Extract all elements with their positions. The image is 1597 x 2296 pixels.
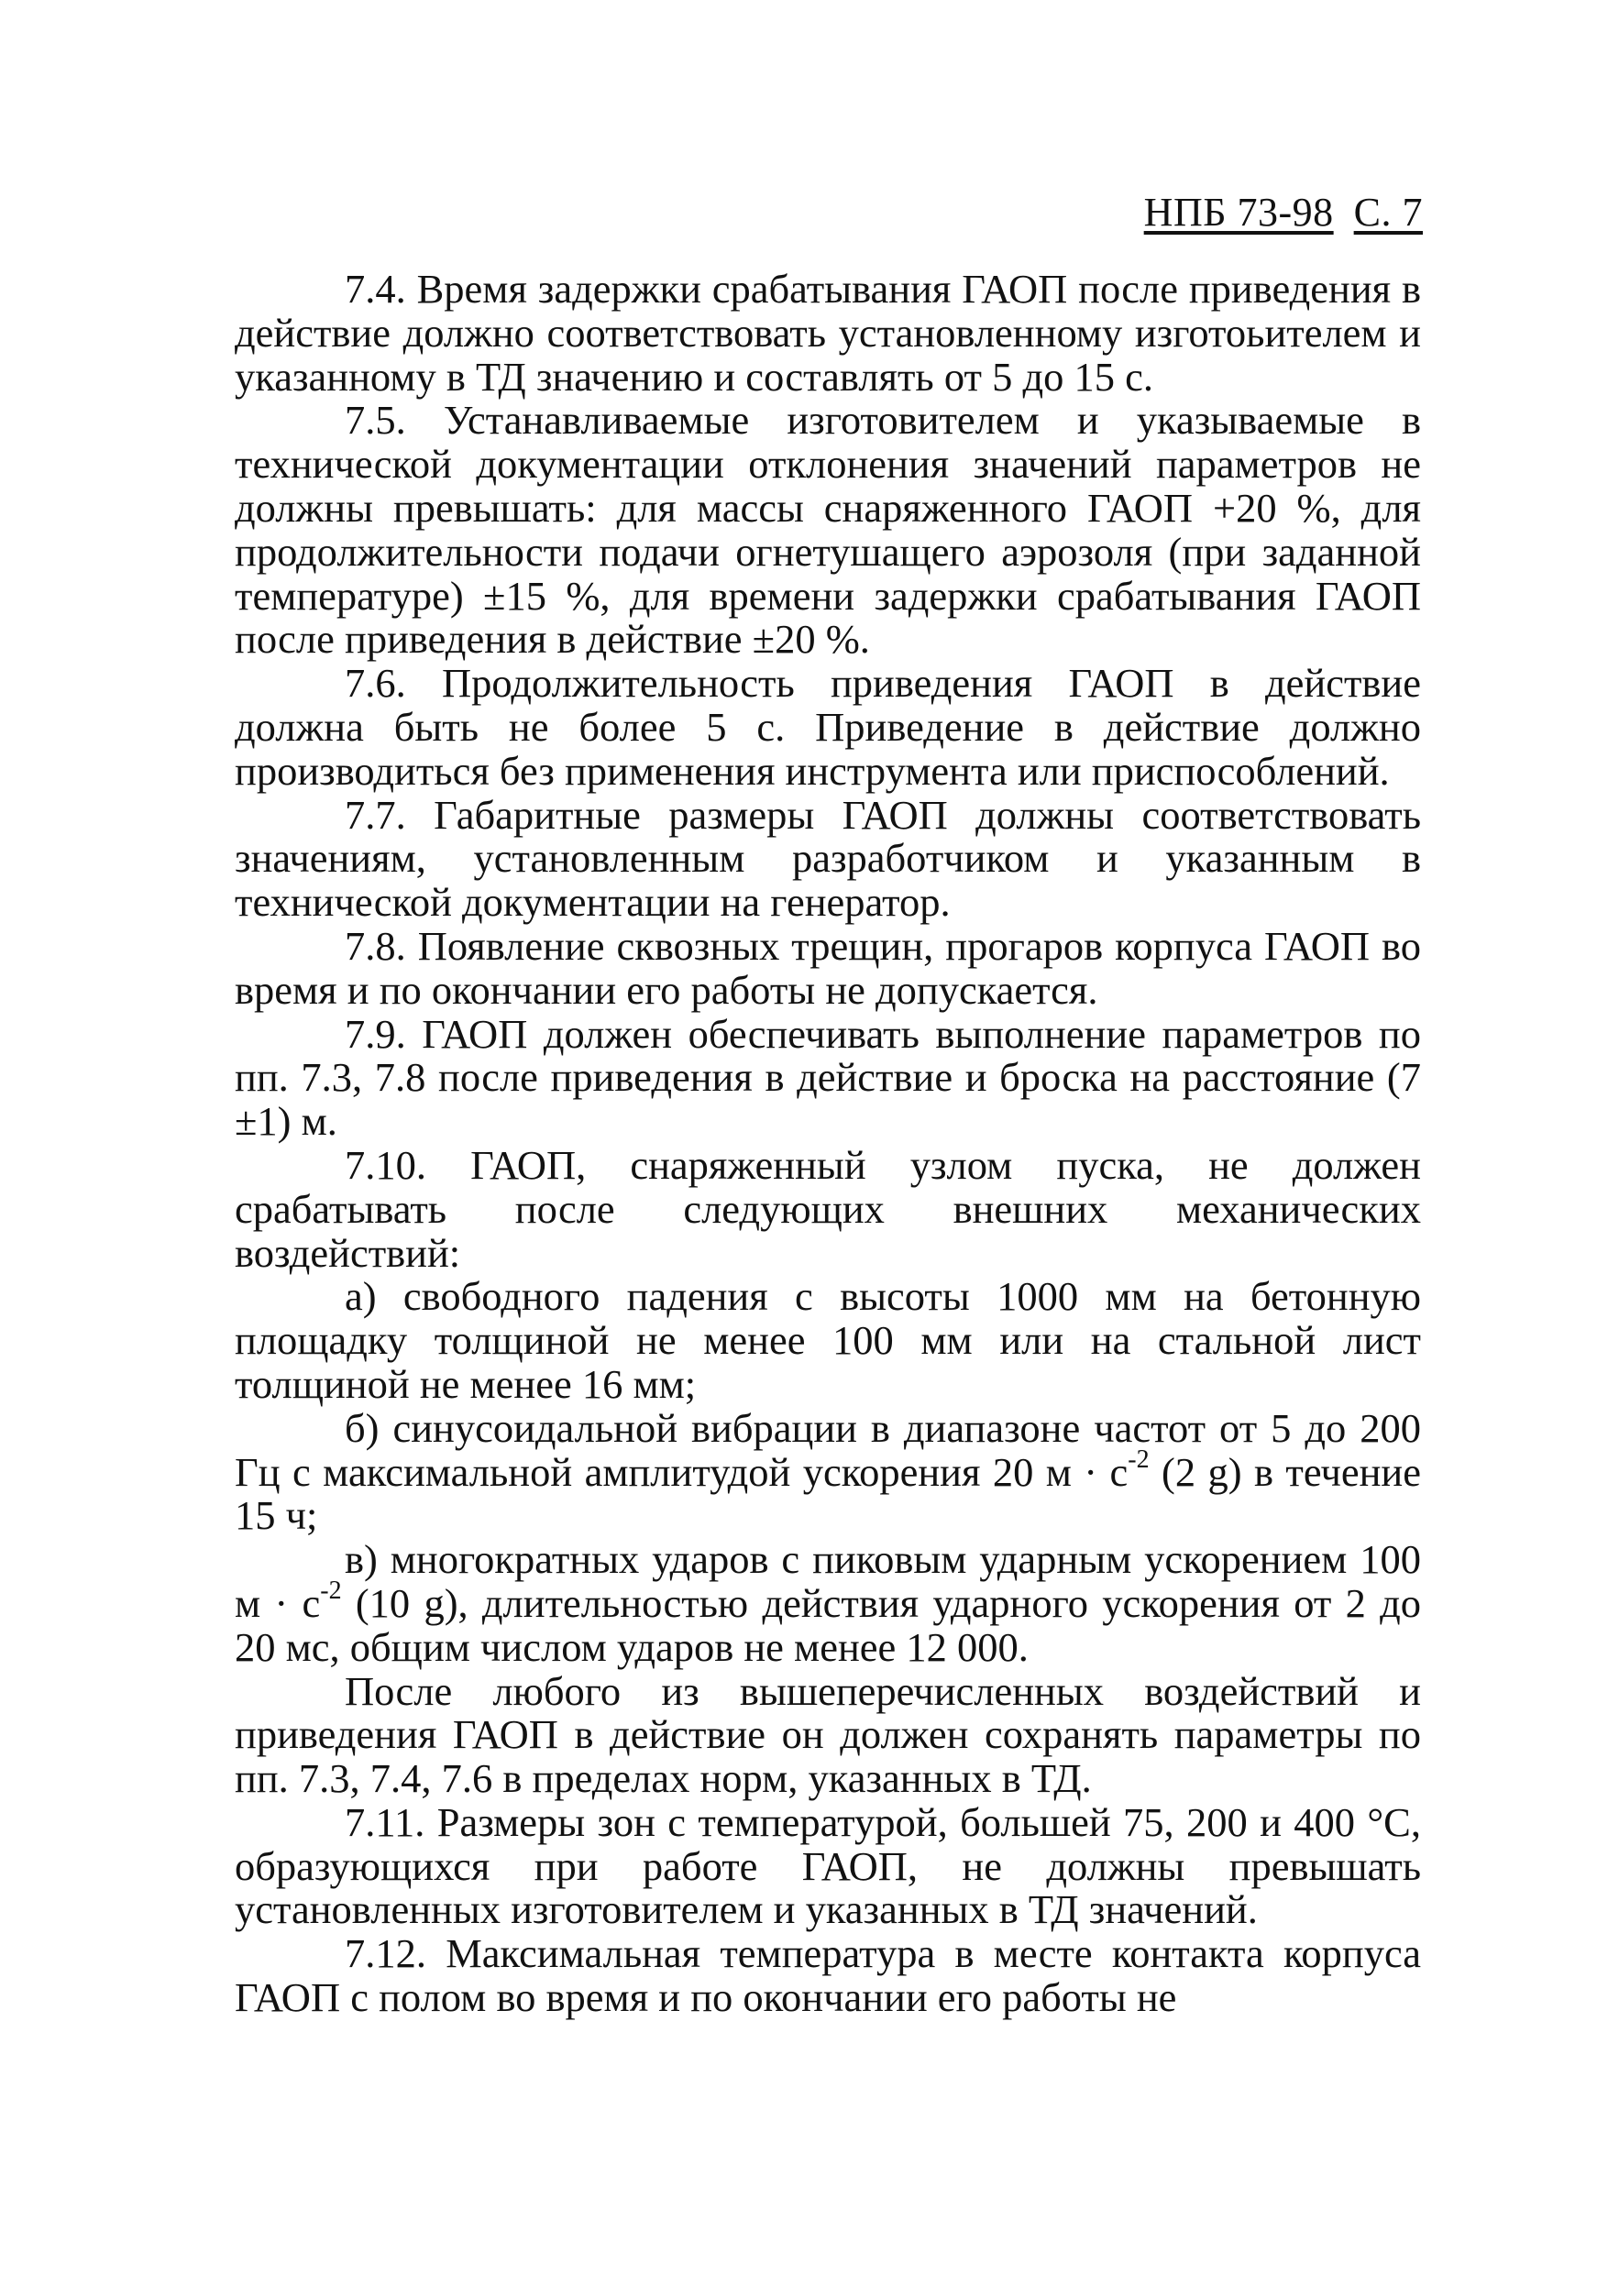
- list-item-v: [235, 1538, 1421, 1669]
- paragraph-7-6: 7.6. Продолжительность приведения ГАОП в действие должна быть не более 5 с. Приведение в действие должно производиться без применения инструмента или приспособлений.: [235, 660, 1421, 794]
- paragraph-7-9: 7.9. ГАОП должен обеспечивать выполнение параметров по пп. 7.3, 7.8 после приведения в действие и броска на расстояние (7 ±1) м.: [235, 1010, 1421, 1145]
- page-number: С. 7: [1353, 190, 1423, 235]
- paragraph-after-list: После любого из вышеперечисленных воздействий и приведения ГАОП в действие он должен сохранять параметры по пп. 7.3, 7.4, 7.6 в пределах норм, указанных в ТД.: [235, 1667, 1421, 1802]
- list-item-v-text-end: (10 g), длительностью действия ударного ускорения от 2 до 20 мс, общим числом ударов не менее 12 000.: [235, 1579, 1421, 1670]
- paragraph-7-11: 7.11. Размеры зон с температурой, большей 75, 200 и 400 °С, образующихся при работе ГАОП, не должны превышать установленных изготовителем и указанных в ТД значений.: [235, 1798, 1421, 1933]
- paragraph-7-4: 7.4. Время задержки срабатывания ГАОП после приведения в действие должно соответствовать установленному изготоьителем и указанному в ТД значению и составлять от 5 до 15 с.: [235, 266, 1421, 400]
- paragraph-7-8: 7.8. Появление сквозных трещин, прогаров корпуса ГАОП во время и по окончании его работы не допускается.: [235, 922, 1421, 1013]
- paragraph-7-12: 7.12. Максимальная температура в месте контакта корпуса ГАОП с полом во время и по окончании его работы не: [235, 1930, 1421, 2021]
- document-body: [235, 268, 1421, 2020]
- list-item-b-text: б) синусоидальной вибрации в диапазоне частот от 5 до 200 Гц с максимальной амплитудой ускорения 20 м · с: [235, 1404, 1421, 1495]
- document-code: НПБ 73-98: [1143, 190, 1334, 235]
- page-header: [1144, 188, 1423, 237]
- list-item-b-text-end: (2 g) в течение 15 ч;: [235, 1448, 1421, 1539]
- paragraph-7-5: 7.5. Устанавливаемые изготовителем и указываемые в технической документации отклонения значений параметров не должны превышать: для массы снаряженного ГАОП +20 %, для продолжительности подачи огнетушащего аэрозоля (при заданной температуре) ±15 %, для времени задержки срабатывания ГАОП после приведения в действие ±20 %.: [235, 397, 1421, 663]
- exponent: -2: [1128, 1445, 1150, 1474]
- paragraph-7-7: 7.7. Габаритные размеры ГАОП должны соответствовать значениям, установленным разработчиком и указанным в технической документации на генератор.: [235, 791, 1421, 926]
- paragraph-7-10: 7.10. ГАОП, снаряженный узлом пуска, не должен срабатывать после следующих внешних механических воздействий:: [235, 1141, 1421, 1276]
- exponent: -2: [320, 1576, 342, 1606]
- list-item-b: [235, 1404, 1421, 1539]
- list-item-v-text: в) многократных ударов с пиковым ударным ускорением 100 м · с: [235, 1536, 1421, 1626]
- list-item-a: а) свободного падения с высоты 1000 мм на бетонную площадку толщиной не менее 100 мм или на стальной лист толщиной не менее 16 мм;: [235, 1273, 1421, 1407]
